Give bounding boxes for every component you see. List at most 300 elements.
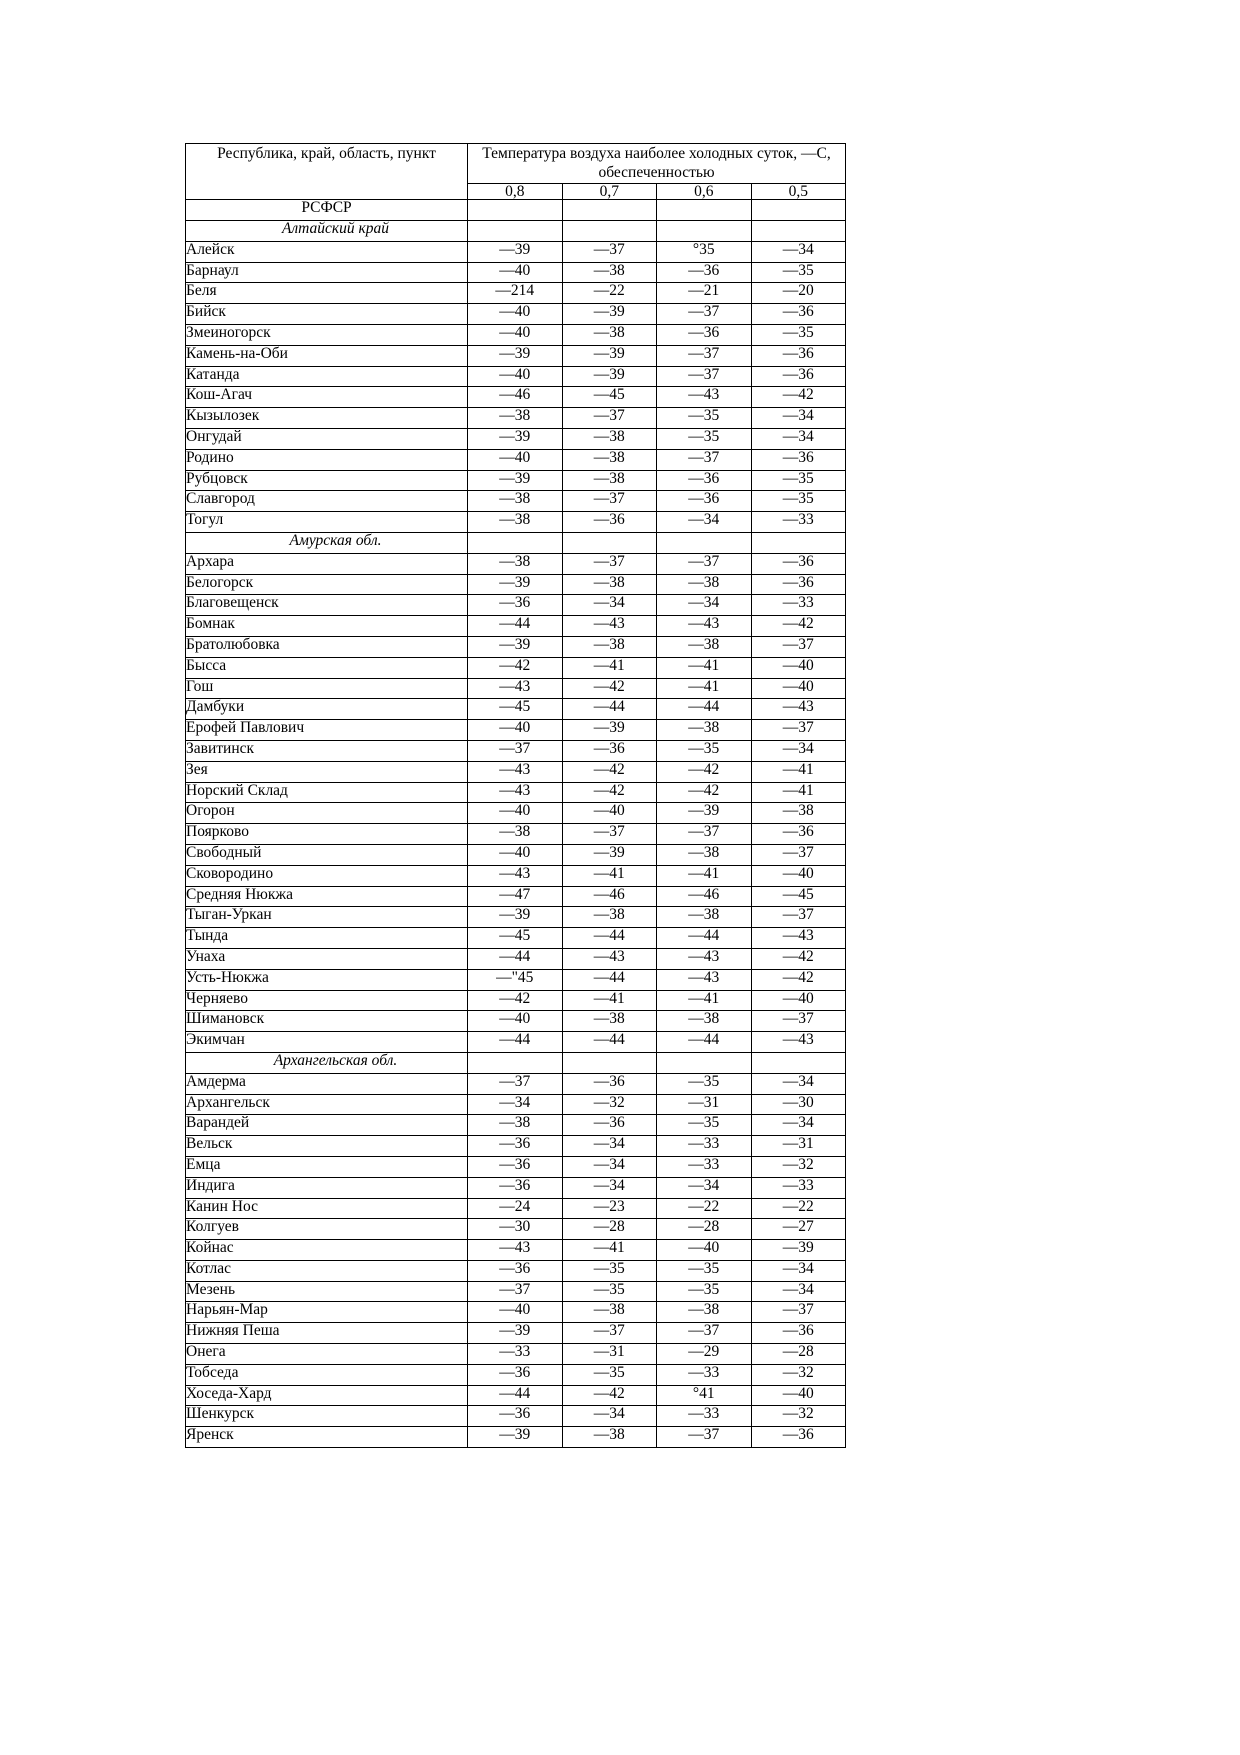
temperature-value: —36: [657, 470, 752, 491]
temperature-value: —40: [751, 657, 846, 678]
temperature-value: °35: [657, 241, 752, 262]
header-prob-0-6: 0,6: [657, 183, 752, 200]
temperature-value: —39: [468, 1427, 563, 1448]
temperature-value: —44: [468, 1032, 563, 1053]
temperature-value: —42: [562, 782, 657, 803]
table-row: [186, 429, 846, 450]
temperature-value: —36: [657, 325, 752, 346]
temperature-value: —32: [751, 1364, 846, 1385]
temperature-value: —39: [562, 366, 657, 387]
location-name: Емца: [186, 1156, 468, 1177]
temperature-value: —36: [751, 304, 846, 325]
temperature-value: —36: [562, 512, 657, 533]
empty-cell: [657, 221, 752, 242]
temperature-value: —38: [657, 844, 752, 865]
temperature-value: —41: [657, 657, 752, 678]
table-row: [186, 948, 846, 969]
temperature-value: —41: [562, 865, 657, 886]
temperature-value: —36: [468, 1406, 563, 1427]
temperature-value: —28: [562, 1219, 657, 1240]
temperature-value: —31: [657, 1094, 752, 1115]
table-row: [186, 595, 846, 616]
temperature-value: —38: [468, 408, 563, 429]
empty-cell: [657, 200, 752, 221]
temperature-value: —35: [562, 1260, 657, 1281]
temperature-value: —40: [657, 1240, 752, 1261]
location-name: Катанда: [186, 366, 468, 387]
region-heading-row: [186, 1052, 846, 1073]
temperature-value: —39: [562, 844, 657, 865]
location-name: Свободный: [186, 844, 468, 865]
table-row: [186, 241, 846, 262]
temperature-value: —38: [468, 491, 563, 512]
temperature-value: —44: [657, 928, 752, 949]
temperature-value: —38: [657, 574, 752, 595]
temperature-value: —36: [468, 1136, 563, 1157]
temperature-value: —36: [468, 595, 563, 616]
temperature-value: —35: [751, 491, 846, 512]
temperature-value: —37: [657, 553, 752, 574]
table-row: [186, 928, 846, 949]
temperature-value: —33: [751, 595, 846, 616]
temperature-value: —44: [657, 1032, 752, 1053]
table-row: [186, 1219, 846, 1240]
location-name: Белогорск: [186, 574, 468, 595]
temperature-value: —39: [751, 1240, 846, 1261]
location-name: Усть-Нюкжа: [186, 969, 468, 990]
temperature-value: —44: [562, 928, 657, 949]
temperature-value: —41: [751, 761, 846, 782]
table-row: [186, 1198, 846, 1219]
empty-cell: [468, 1052, 563, 1073]
temperature-value: —34: [751, 1115, 846, 1136]
location-name: Канин Нос: [186, 1198, 468, 1219]
table-row: [186, 1240, 846, 1261]
table-row: [186, 657, 846, 678]
temperature-value: —36: [657, 491, 752, 512]
header-prob-0-7: 0,7: [562, 183, 657, 200]
temperature-value: —30: [751, 1094, 846, 1115]
temperature-value: —37: [657, 824, 752, 845]
country-heading-row: [186, 200, 846, 221]
temperature-value: —47: [468, 886, 563, 907]
temperature-value: —40: [562, 803, 657, 824]
table-row: [186, 553, 846, 574]
temperature-value: —24: [468, 1198, 563, 1219]
temperature-value: —37: [657, 366, 752, 387]
temperature-value: —38: [657, 636, 752, 657]
temperature-value: —41: [657, 865, 752, 886]
temperature-value: —43: [657, 948, 752, 969]
location-name: Благовещенск: [186, 595, 468, 616]
location-name: Амдерма: [186, 1073, 468, 1094]
temperature-value: —38: [562, 1302, 657, 1323]
temperature-value: —37: [751, 1011, 846, 1032]
temperature-value: —33: [751, 512, 846, 533]
location-name: Беля: [186, 283, 468, 304]
table-row: [186, 1094, 846, 1115]
table-row: [186, 1385, 846, 1406]
temperature-value: —214: [468, 283, 563, 304]
temperature-value: —40: [751, 990, 846, 1011]
temperature-value: —38: [657, 1011, 752, 1032]
location-name: Котлас: [186, 1260, 468, 1281]
location-name: Завитинск: [186, 740, 468, 761]
temperature-value: —38: [562, 574, 657, 595]
temperature-value: —33: [657, 1136, 752, 1157]
temperature-value: —36: [468, 1177, 563, 1198]
climate-table: [185, 143, 846, 1448]
location-name: Бомнак: [186, 616, 468, 637]
table-row: [186, 449, 846, 470]
temperature-value: —39: [562, 304, 657, 325]
temperature-value: —37: [751, 844, 846, 865]
temperature-value: —38: [562, 907, 657, 928]
table-row: [186, 865, 846, 886]
temperature-value: —36: [751, 449, 846, 470]
location-name: Архара: [186, 553, 468, 574]
temperature-value: —34: [657, 512, 752, 533]
temperature-value: —37: [562, 1323, 657, 1344]
temperature-value: —37: [562, 824, 657, 845]
empty-cell: [468, 221, 563, 242]
temperature-value: —36: [468, 1260, 563, 1281]
table-row: [186, 345, 846, 366]
temperature-value: —34: [468, 1094, 563, 1115]
temperature-value: —43: [657, 387, 752, 408]
table-row: [186, 1260, 846, 1281]
temperature-value: —38: [562, 1011, 657, 1032]
temperature-value: —43: [751, 699, 846, 720]
temperature-value: —36: [751, 553, 846, 574]
table-header: [186, 144, 846, 200]
table-row: [186, 512, 846, 533]
temperature-value: —38: [468, 824, 563, 845]
temperature-value: —34: [751, 408, 846, 429]
location-name: Родино: [186, 449, 468, 470]
temperature-value: —30: [468, 1219, 563, 1240]
header-location-column: Республика, край, область, пункт: [186, 144, 468, 200]
location-name: Славгород: [186, 491, 468, 512]
temperature-value: —37: [657, 1427, 752, 1448]
temperature-value: —40: [468, 803, 563, 824]
table-row: [186, 1032, 846, 1053]
temperature-value: —22: [562, 283, 657, 304]
empty-cell: [751, 221, 846, 242]
region-heading: Амурская обл.: [186, 533, 468, 554]
temperature-value: —31: [751, 1136, 846, 1157]
location-name: Тобседа: [186, 1364, 468, 1385]
temperature-value: °41: [657, 1385, 752, 1406]
empty-cell: [657, 1052, 752, 1073]
table-row: [186, 325, 846, 346]
temperature-value: —38: [562, 325, 657, 346]
temperature-value: —42: [562, 1385, 657, 1406]
empty-cell: [468, 533, 563, 554]
location-name: Индига: [186, 1177, 468, 1198]
location-name: Экимчан: [186, 1032, 468, 1053]
temperature-value: —40: [468, 366, 563, 387]
temperature-value: —34: [751, 1281, 846, 1302]
header-prob-0-5: 0,5: [751, 183, 846, 200]
temperature-value: —35: [751, 262, 846, 283]
temperature-value: —38: [562, 262, 657, 283]
temperature-value: —34: [562, 1156, 657, 1177]
temperature-value: —35: [657, 408, 752, 429]
temperature-value: —40: [468, 844, 563, 865]
temperature-value: —22: [657, 1198, 752, 1219]
temperature-value: —35: [562, 1281, 657, 1302]
temperature-value: —36: [751, 1323, 846, 1344]
temperature-value: —35: [562, 1364, 657, 1385]
table-row: [186, 304, 846, 325]
temperature-value: —33: [657, 1156, 752, 1177]
temperature-value: —40: [751, 678, 846, 699]
location-name: Варандей: [186, 1115, 468, 1136]
temperature-value: —45: [751, 886, 846, 907]
temperature-value: —28: [751, 1344, 846, 1365]
location-name: Вельск: [186, 1136, 468, 1157]
temperature-value: —35: [657, 429, 752, 450]
table-row: [186, 720, 846, 741]
temperature-value: —42: [562, 761, 657, 782]
temperature-value: —38: [562, 429, 657, 450]
temperature-value: —38: [562, 470, 657, 491]
header-temperature-group: Температура воздуха наиболее холодных суток, —С, обеспеченностью: [468, 144, 846, 184]
temperature-value: —39: [468, 1323, 563, 1344]
temperature-value: —33: [657, 1406, 752, 1427]
location-name: Мезень: [186, 1281, 468, 1302]
temperature-value: —43: [468, 1240, 563, 1261]
temperature-value: —28: [657, 1219, 752, 1240]
temperature-value: —34: [751, 1260, 846, 1281]
temperature-value: —27: [751, 1219, 846, 1240]
temperature-value: —37: [751, 1302, 846, 1323]
temperature-value: —36: [562, 740, 657, 761]
temperature-value: —35: [657, 1115, 752, 1136]
temperature-value: —38: [468, 512, 563, 533]
temperature-value: —23: [562, 1198, 657, 1219]
header-prob-0-8: 0,8: [468, 183, 563, 200]
temperature-value: —37: [562, 408, 657, 429]
location-name: Бысса: [186, 657, 468, 678]
temperature-value: —34: [751, 740, 846, 761]
location-name: Ерофей Павлович: [186, 720, 468, 741]
temperature-value: —38: [468, 1115, 563, 1136]
temperature-value: —34: [562, 1136, 657, 1157]
location-name: Шенкурск: [186, 1406, 468, 1427]
temperature-value: —38: [657, 720, 752, 741]
temperature-value: —44: [562, 1032, 657, 1053]
location-name: Шимановск: [186, 1011, 468, 1032]
temperature-value: —36: [751, 574, 846, 595]
table-row: [186, 1281, 846, 1302]
location-name: Змеиногорск: [186, 325, 468, 346]
temperature-value: —38: [657, 907, 752, 928]
location-name: Онега: [186, 1344, 468, 1365]
location-name: Тында: [186, 928, 468, 949]
region-heading: Архангельская обл.: [186, 1052, 468, 1073]
temperature-value: —37: [751, 907, 846, 928]
location-name: Унаха: [186, 948, 468, 969]
temperature-value: —37: [468, 1073, 563, 1094]
location-name: Онгудай: [186, 429, 468, 450]
temperature-value: —43: [562, 948, 657, 969]
table-row: [186, 1427, 846, 1448]
temperature-value: —36: [751, 366, 846, 387]
empty-cell: [562, 1052, 657, 1073]
temperature-value: —44: [562, 699, 657, 720]
temperature-value: —34: [751, 1073, 846, 1094]
table-row: [186, 1011, 846, 1032]
temperature-value: —41: [562, 657, 657, 678]
table-row: [186, 366, 846, 387]
temperature-value: —39: [468, 345, 563, 366]
empty-cell: [657, 533, 752, 554]
location-name: Огорон: [186, 803, 468, 824]
temperature-value: —37: [751, 720, 846, 741]
temperature-value: —34: [562, 1177, 657, 1198]
temperature-value: —46: [562, 886, 657, 907]
table-row: [186, 990, 846, 1011]
temperature-value: —37: [657, 1323, 752, 1344]
temperature-value: —20: [751, 283, 846, 304]
temperature-value: —32: [751, 1406, 846, 1427]
location-name: Тогул: [186, 512, 468, 533]
table-row: [186, 616, 846, 637]
table-row: [186, 283, 846, 304]
location-name: Барнаул: [186, 262, 468, 283]
temperature-value: —45: [468, 699, 563, 720]
temperature-value: —38: [751, 803, 846, 824]
location-name: Рубцовск: [186, 470, 468, 491]
location-name: Гош: [186, 678, 468, 699]
table-row: [186, 1156, 846, 1177]
temperature-value: —42: [751, 969, 846, 990]
table-row: [186, 1406, 846, 1427]
location-name: Норский Склад: [186, 782, 468, 803]
temperature-value: —35: [657, 740, 752, 761]
temperature-value: —38: [468, 553, 563, 574]
temperature-value: —43: [468, 782, 563, 803]
temperature-value: —40: [751, 1385, 846, 1406]
temperature-value: —32: [562, 1094, 657, 1115]
location-name: Черняево: [186, 990, 468, 1011]
location-name: Нижняя Пеша: [186, 1323, 468, 1344]
location-name: Кызылозек: [186, 408, 468, 429]
temperature-value: —37: [468, 1281, 563, 1302]
temperature-value: —41: [562, 990, 657, 1011]
temperature-value: —33: [468, 1344, 563, 1365]
table-row: [186, 408, 846, 429]
table-row: [186, 387, 846, 408]
temperature-value: —36: [562, 1115, 657, 1136]
temperature-value: —41: [657, 678, 752, 699]
temperature-value: —40: [468, 304, 563, 325]
climate-table-container: [185, 143, 845, 1448]
temperature-value: —37: [657, 449, 752, 470]
temperature-value: —33: [751, 1177, 846, 1198]
temperature-value: —43: [657, 616, 752, 637]
temperature-value: —39: [468, 470, 563, 491]
temperature-value: —41: [751, 782, 846, 803]
temperature-value: —34: [657, 595, 752, 616]
location-name: Средняя Нюкжа: [186, 886, 468, 907]
temperature-value: —37: [657, 345, 752, 366]
table-row: [186, 262, 846, 283]
temperature-value: —40: [468, 262, 563, 283]
country-heading: РСФСР: [186, 200, 468, 221]
location-name: Яренск: [186, 1427, 468, 1448]
empty-cell: [468, 200, 563, 221]
table-row: [186, 1344, 846, 1365]
temperature-value: —35: [751, 325, 846, 346]
temperature-value: —42: [657, 782, 752, 803]
temperature-value: —34: [657, 1177, 752, 1198]
location-name: Бийск: [186, 304, 468, 325]
temperature-value: —35: [657, 1281, 752, 1302]
region-heading-row: [186, 221, 846, 242]
location-name: Алейск: [186, 241, 468, 262]
table-row: [186, 886, 846, 907]
temperature-value: —35: [751, 470, 846, 491]
table-row: [186, 470, 846, 491]
temperature-value: —36: [657, 262, 752, 283]
header-row-titles: [186, 144, 846, 184]
empty-cell: [751, 1052, 846, 1073]
empty-cell: [751, 533, 846, 554]
table-row: [186, 803, 846, 824]
temperature-value: —37: [562, 553, 657, 574]
location-name: Сковородино: [186, 865, 468, 886]
location-name: Поярково: [186, 824, 468, 845]
location-name: Тыган-Уркан: [186, 907, 468, 928]
temperature-value: —43: [468, 761, 563, 782]
temperature-value: —22: [751, 1198, 846, 1219]
table-row: [186, 844, 846, 865]
temperature-value: —38: [657, 1302, 752, 1323]
temperature-value: —33: [657, 1364, 752, 1385]
temperature-value: —43: [751, 1032, 846, 1053]
table-row: [186, 907, 846, 928]
table-row: [186, 1073, 846, 1094]
temperature-value: —40: [468, 720, 563, 741]
temperature-value: —44: [468, 616, 563, 637]
region-heading-row: [186, 533, 846, 554]
temperature-value: —40: [468, 325, 563, 346]
temperature-value: —39: [468, 907, 563, 928]
temperature-value: —39: [468, 574, 563, 595]
location-name: Камень-на-Оби: [186, 345, 468, 366]
table-row: [186, 636, 846, 657]
temperature-value: —36: [468, 1364, 563, 1385]
empty-cell: [562, 200, 657, 221]
table-row: [186, 969, 846, 990]
temperature-value: —38: [562, 1427, 657, 1448]
temperature-value: —37: [562, 241, 657, 262]
table-row: [186, 574, 846, 595]
temperature-value: —34: [751, 241, 846, 262]
table-row: [186, 699, 846, 720]
location-name: Нарьян-Мар: [186, 1302, 468, 1323]
temperature-value: —46: [657, 886, 752, 907]
temperature-value: —44: [562, 969, 657, 990]
temperature-value: —39: [468, 429, 563, 450]
table-row: [186, 782, 846, 803]
temperature-value: —34: [562, 595, 657, 616]
temperature-value: —40: [468, 1302, 563, 1323]
temperature-value: —"45: [468, 969, 563, 990]
